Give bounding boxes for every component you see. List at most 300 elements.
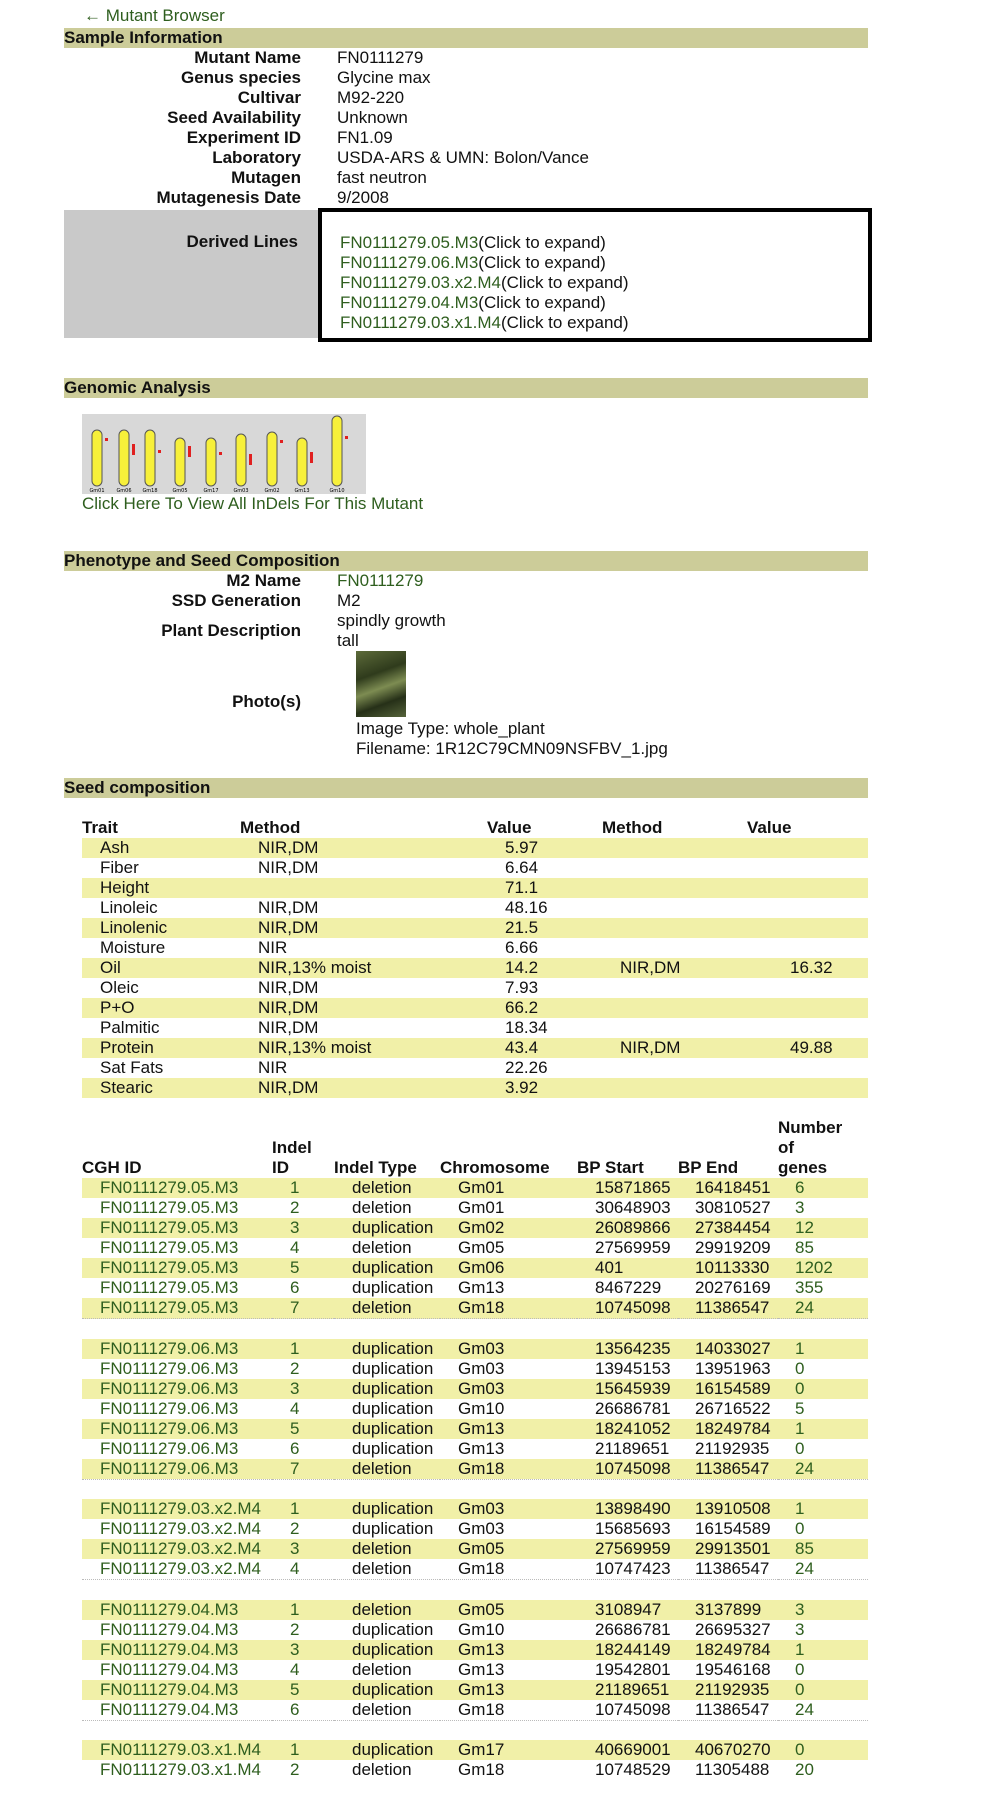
indel-id-column-header <box>272 1118 334 1178</box>
mutant-browser-back-link[interactable]: ← Mutant Browser <box>84 6 225 25</box>
bp-end-cell: 3137899 <box>695 1599 762 1619</box>
gene-count-link[interactable]: 0 <box>795 1679 805 1699</box>
indel-id-cell: 2 <box>290 1358 300 1378</box>
cgh-id-link[interactable]: FN0111279.03.x2.M4 <box>100 1519 261 1538</box>
chromosome-cell: Gm10 <box>458 1619 505 1639</box>
cgh-id-link[interactable]: FN0111279.05.M3 <box>100 1198 239 1217</box>
bp-start-cell: 18244149 <box>595 1639 671 1659</box>
bp-start-cell: 10747423 <box>595 1559 671 1578</box>
indel-row <box>82 1258 868 1278</box>
indel-id-cell: 5 <box>290 1679 300 1699</box>
chromosome-bar <box>267 432 277 486</box>
method-cell: NIR <box>258 938 288 957</box>
indel-id-cell: 7 <box>290 1458 300 1478</box>
indel-row <box>82 1459 868 1480</box>
click-to-expand-hint: (Click to expand) <box>500 273 629 292</box>
value-2-cell <box>747 998 868 1018</box>
chromosome-bar <box>145 430 155 486</box>
bp-start-cell: 10745098 <box>595 1699 671 1719</box>
indel-row <box>82 1198 868 1218</box>
method-cell: NIR,DM <box>258 978 319 997</box>
ssd-generation-value: M2 <box>337 591 361 610</box>
chromosome-bar <box>119 430 129 486</box>
chromosome-cell: Gm03 <box>458 1358 505 1378</box>
click-to-expand-hint: (Click to expand) <box>478 233 606 252</box>
laboratory-value: USDA-ARS & UMN: Bolon/Vance <box>337 148 589 167</box>
trait-cell: Oleic <box>100 978 139 997</box>
indel-id-cell: 3 <box>290 1378 300 1398</box>
cgh-id-link[interactable]: FN0111279.04.M3 <box>100 1599 239 1619</box>
chromosome-cell: Gm18 <box>458 1760 505 1779</box>
chromosome-cell: Gm13 <box>458 1438 505 1458</box>
trait-cell: Moisture <box>100 938 166 957</box>
bp-start-cell: 10745098 <box>595 1298 671 1317</box>
bp-start-cell: 10748529 <box>595 1760 671 1779</box>
cgh-id-link[interactable]: FN0111279.06.M3 <box>100 1458 239 1478</box>
value-cell: 14.2 <box>505 958 539 977</box>
indel-row <box>82 1218 868 1238</box>
mutant-name-value: FN0111279 <box>337 48 424 67</box>
chromosome-column-header: Chromosome <box>440 1158 550 1177</box>
bp-start-cell: 40669001 <box>595 1740 671 1759</box>
indel-type-cell: deletion <box>352 1760 412 1779</box>
gene-count-link[interactable]: 3 <box>795 1198 805 1217</box>
trait-cell: Sat Fats <box>100 1058 164 1077</box>
chromosome-cell: Gm05 <box>458 1238 505 1257</box>
indel-id-cell: 2 <box>290 1198 300 1217</box>
bp-end-cell: 10113330 <box>695 1258 770 1277</box>
method-cell <box>240 878 487 898</box>
photos-label: Photo(s) <box>232 692 301 711</box>
derived-line-link[interactable]: FN0111279.04.M3 <box>340 293 479 312</box>
derived-line-link[interactable]: FN0111279.05.M3 <box>340 233 479 252</box>
derived-line-link[interactable]: FN0111279.06.M3 <box>340 253 479 272</box>
plant-photo-thumbnail[interactable] <box>356 651 406 717</box>
chromosome-label: Gm18 <box>142 488 158 494</box>
gene-count-link[interactable]: 6 <box>795 1178 805 1197</box>
derived-lines-label-cell <box>64 210 318 338</box>
method-2-cell <box>602 1018 747 1038</box>
chromosome-bar <box>297 438 307 486</box>
value-cell: 21.5 <box>505 918 539 937</box>
indel-id-cell: 5 <box>290 1418 300 1438</box>
chromosome-overview-svg <box>82 414 366 494</box>
indel-type-column-header: Indel Type <box>334 1158 417 1177</box>
cgh-id-link[interactable]: FN0111279.06.M3 <box>100 1398 239 1418</box>
seed-composition-row <box>82 1078 868 1098</box>
group-separator <box>82 1580 868 1600</box>
experiment-id-label: Experiment ID <box>186 128 301 147</box>
gene-count-link[interactable]: 0 <box>795 1378 805 1398</box>
gene-count-link[interactable]: 1 <box>795 1338 805 1358</box>
gene-count-link[interactable]: 1 <box>795 1499 805 1518</box>
cgh-id-link[interactable]: FN0111279.06.M3 <box>100 1378 239 1398</box>
trait-cell: Palmitic <box>100 1018 160 1037</box>
value-cell: 66.2 <box>505 998 539 1017</box>
chromosome-cell: Gm05 <box>458 1599 505 1619</box>
bp-start-column-header: BP Start <box>577 1158 644 1177</box>
trait-cell: Height <box>100 878 150 897</box>
method-2-cell: NIR,DM <box>620 958 681 977</box>
chromosome-bar <box>92 430 102 486</box>
group-separator <box>82 1319 868 1339</box>
gene-count-link[interactable]: 0 <box>795 1740 805 1759</box>
indel-row <box>82 1419 868 1439</box>
cgh-id-link[interactable]: FN0111279.04.M3 <box>100 1699 239 1719</box>
trait-cell: Oil <box>100 958 121 977</box>
derived-line-item[interactable] <box>340 273 629 293</box>
bp-start-cell: 19542801 <box>595 1659 671 1679</box>
phenotype-header: Phenotype and Seed Composition <box>64 551 868 571</box>
value-2-cell <box>747 938 868 958</box>
indel-type-cell: duplication <box>352 1358 434 1378</box>
seed-availability-label: Seed Availability <box>167 108 301 127</box>
indel-id-cell: 2 <box>290 1760 300 1779</box>
chromosome-cell: Gm03 <box>458 1519 505 1538</box>
chromosome-label: Gm01 <box>89 488 105 494</box>
bp-end-cell: 16154589 <box>695 1378 771 1398</box>
indel-id-cell: 5 <box>290 1258 300 1277</box>
sample-information-header: Sample Information <box>64 28 868 48</box>
method-cell: NIR,DM <box>258 838 319 857</box>
indel-id-cell: 4 <box>290 1238 300 1257</box>
indel-row <box>82 1700 868 1721</box>
cgh-id-link[interactable]: FN0111279.06.M3 <box>100 1438 239 1458</box>
indel-id-cell: 3 <box>290 1639 300 1659</box>
gene-count-link[interactable]: 24 <box>795 1699 814 1719</box>
chromosome-cell: Gm03 <box>458 1338 505 1358</box>
cultivar-value: M92-220 <box>337 88 405 107</box>
method-2-cell <box>602 858 747 878</box>
bp-end-cell: 30810527 <box>695 1198 771 1217</box>
trait-cell: Stearic <box>100 1078 153 1097</box>
indel-type-cell: duplication <box>352 1619 434 1639</box>
bp-end-cell: 11386547 <box>695 1699 770 1719</box>
indel-row <box>82 1278 868 1298</box>
value-2-cell <box>747 918 868 938</box>
group-separator <box>82 1720 868 1740</box>
cgh-indel-table <box>82 1118 868 1780</box>
chromosome-cell: Gm13 <box>458 1639 505 1659</box>
indel-row <box>82 1600 868 1620</box>
genes-header-line-1: Number <box>778 1118 843 1137</box>
indel-id-header-line-1: Indel <box>272 1138 312 1157</box>
bp-start-cell: 15871865 <box>595 1178 671 1197</box>
bp-end-cell: 11386547 <box>695 1458 770 1478</box>
indel-id-cell: 4 <box>290 1559 300 1578</box>
indel-type-cell: duplication <box>352 1398 434 1418</box>
value-cell: 18.34 <box>505 1018 548 1037</box>
laboratory-label: Laboratory <box>212 148 301 167</box>
indel-row <box>82 1740 868 1760</box>
gene-count-link[interactable]: 1 <box>795 1639 805 1659</box>
bp-end-cell: 29913501 <box>695 1539 771 1558</box>
value-2-cell <box>747 1058 868 1078</box>
indel-row <box>82 1238 868 1258</box>
seed-composition-row <box>82 1038 868 1058</box>
gene-count-link[interactable]: 5 <box>795 1398 805 1418</box>
bp-end-cell: 13910508 <box>695 1499 771 1518</box>
click-to-expand-hint: (Click to expand) <box>478 253 606 272</box>
chromosome-bar <box>175 438 185 486</box>
method-2-cell <box>602 938 747 958</box>
trait-cell: Linolenic <box>100 918 168 937</box>
derived-line-link[interactable]: FN0111279.03.x1.M4 <box>340 313 501 332</box>
m2-name-label: M2 Name <box>226 571 301 590</box>
method-cell: NIR,DM <box>258 998 319 1017</box>
trait-cell: Ash <box>100 838 130 857</box>
gene-count-link[interactable]: 85 <box>795 1539 814 1558</box>
seed-composition-row <box>82 878 868 898</box>
cgh-id-link[interactable]: FN0111279.05.M3 <box>100 1298 239 1317</box>
bp-end-column-header: BP End <box>678 1158 739 1177</box>
gene-count-link[interactable]: 0 <box>795 1438 805 1458</box>
indel-id-cell: 1 <box>290 1338 300 1358</box>
gene-count-link[interactable]: 355 <box>795 1278 824 1297</box>
indel-type-cell: deletion <box>352 1539 412 1558</box>
indel-id-cell: 7 <box>290 1298 300 1317</box>
chromosome-label: Gm17 <box>203 488 219 494</box>
photo-image-type: Image Type: whole_plant <box>356 719 545 738</box>
gene-count-link[interactable]: 3 <box>795 1619 805 1639</box>
bp-end-cell: 16154589 <box>695 1519 771 1538</box>
method-2-cell <box>602 918 747 938</box>
bp-end-cell: 11386547 <box>695 1559 770 1578</box>
cgh-id-link[interactable]: FN0111279.04.M3 <box>100 1619 239 1639</box>
indel-marker <box>105 438 108 441</box>
gene-count-link[interactable]: 1202 <box>795 1258 833 1277</box>
cultivar-label: Cultivar <box>237 88 301 107</box>
indel-marker <box>158 450 161 453</box>
bp-start-cell: 15685693 <box>595 1519 671 1538</box>
indel-type-cell: deletion <box>352 1178 412 1197</box>
value-2-cell: 16.32 <box>790 958 833 977</box>
genomic-analysis-header: Genomic Analysis <box>64 378 868 398</box>
plant-description-line-1: spindly growth <box>337 611 446 630</box>
bp-end-cell: 13951963 <box>695 1358 771 1378</box>
cgh-id-link[interactable]: FN0111279.04.M3 <box>100 1639 239 1659</box>
cgh-id-link[interactable]: FN0111279.06.M3 <box>100 1338 239 1358</box>
mutagen-value: fast neutron <box>337 168 427 187</box>
mutagen-label: Mutagen <box>231 168 301 187</box>
indel-row <box>82 1539 868 1559</box>
bp-start-cell: 10745098 <box>595 1458 671 1478</box>
plant-description-line-2: tall <box>337 631 359 650</box>
method-2-cell <box>602 998 747 1018</box>
cgh-id-link[interactable]: FN0111279.03.x1.M4 <box>100 1760 261 1779</box>
indel-type-cell: duplication <box>352 1258 434 1277</box>
derived-line-link[interactable]: FN0111279.03.x2.M4 <box>340 273 501 292</box>
seed-composition-row <box>82 858 868 878</box>
method-2-cell <box>602 1078 747 1098</box>
indel-type-cell: deletion <box>352 1238 412 1257</box>
method-cell: NIR,DM <box>258 1018 319 1037</box>
indel-row <box>82 1178 868 1198</box>
indel-type-cell: duplication <box>352 1418 434 1438</box>
bp-end-cell: 14033027 <box>695 1338 771 1358</box>
value-2-cell <box>747 1018 868 1038</box>
indel-row <box>82 1660 868 1680</box>
bp-start-cell: 13945153 <box>595 1358 671 1378</box>
bp-end-cell: 26695327 <box>695 1619 771 1639</box>
value-cell: 3.92 <box>505 1078 539 1097</box>
value-2-column-header: Value <box>747 818 792 837</box>
indel-type-cell: deletion <box>352 1659 412 1679</box>
value-2-cell <box>747 878 868 898</box>
gene-count-link[interactable]: 3 <box>795 1599 805 1619</box>
chromosome-cell: Gm13 <box>458 1418 505 1438</box>
seed-composition-row <box>82 1058 868 1078</box>
experiment-id-value: FN1.09 <box>337 128 393 147</box>
bp-start-cell: 15645939 <box>595 1378 671 1398</box>
bp-end-cell: 20276169 <box>695 1278 771 1297</box>
derived-lines-label: Derived Lines <box>186 232 298 251</box>
indel-type-cell: duplication <box>352 1278 434 1297</box>
indel-id-cell: 6 <box>290 1699 300 1719</box>
cgh-id-link[interactable]: FN0111279.03.x1.M4 <box>100 1740 261 1759</box>
m2-name-link[interactable]: FN0111279 <box>337 571 424 590</box>
gene-count-link[interactable]: 24 <box>795 1559 814 1578</box>
seed-composition-row <box>82 1018 868 1038</box>
indel-type-cell: deletion <box>352 1458 412 1478</box>
chromosome-overview-image[interactable] <box>82 414 366 494</box>
gene-count-link[interactable]: 20 <box>795 1760 814 1779</box>
indel-marker <box>249 454 252 465</box>
gene-count-link[interactable]: 0 <box>795 1358 805 1378</box>
group-separator-line <box>82 1720 868 1740</box>
indel-type-cell: duplication <box>352 1740 434 1759</box>
group-separator-line <box>82 1319 868 1339</box>
method-2-cell <box>602 898 747 918</box>
cgh-id-link[interactable]: FN0111279.06.M3 <box>100 1358 239 1378</box>
derived-line-item[interactable] <box>340 253 606 273</box>
bp-start-cell: 18241052 <box>595 1418 671 1438</box>
derived-line-item[interactable] <box>340 313 629 333</box>
cgh-id-link[interactable]: FN0111279.05.M3 <box>100 1218 239 1237</box>
cgh-id-link[interactable]: FN0111279.04.M3 <box>100 1679 239 1699</box>
indel-row <box>82 1298 868 1319</box>
indel-type-cell: deletion <box>352 1599 412 1619</box>
chromosome-cell: Gm13 <box>458 1278 505 1297</box>
derived-line-item[interactable] <box>340 293 606 313</box>
method-cell: NIR,DM <box>258 858 319 877</box>
seed-composition-header: Seed composition <box>64 778 868 798</box>
group-separator <box>82 1479 868 1499</box>
bp-start-cell: 26686781 <box>595 1398 671 1418</box>
gene-count-link[interactable]: 0 <box>795 1659 805 1679</box>
indel-type-cell: duplication <box>352 1639 434 1659</box>
indel-type-cell: duplication <box>352 1499 434 1518</box>
gene-count-link[interactable]: 24 <box>795 1458 814 1478</box>
bp-start-cell: 30648903 <box>595 1198 671 1217</box>
bp-end-cell: 16418451 <box>695 1178 771 1197</box>
chromosome-cell: Gm03 <box>458 1378 505 1398</box>
value-cell: 71.1 <box>505 878 539 897</box>
mutant-name-label: Mutant Name <box>194 48 301 67</box>
cgh-id-link[interactable]: FN0111279.05.M3 <box>100 1178 239 1197</box>
gene-count-link[interactable]: 85 <box>795 1238 814 1257</box>
cgh-id-link[interactable]: FN0111279.03.x2.M4 <box>100 1499 261 1518</box>
bp-start-cell: 27569959 <box>595 1539 671 1558</box>
chromosome-bar <box>332 416 342 486</box>
seed-composition-row <box>82 958 868 978</box>
chromosome-cell: Gm05 <box>458 1539 505 1558</box>
cgh-id-link[interactable]: FN0111279.05.M3 <box>100 1258 239 1277</box>
indel-id-cell: 4 <box>290 1398 300 1418</box>
gene-count-link[interactable]: 1 <box>795 1418 805 1438</box>
chromosome-cell: Gm01 <box>458 1178 505 1197</box>
seed-composition-table <box>82 816 868 1098</box>
gene-count-link[interactable]: 12 <box>795 1218 814 1237</box>
seed-availability-value: Unknown <box>337 108 408 127</box>
bp-start-cell: 26089866 <box>595 1218 671 1237</box>
cgh-id-link[interactable]: FN0111279.04.M3 <box>100 1659 239 1679</box>
indel-id-cell: 1 <box>290 1178 300 1197</box>
genes-header-line-2: of <box>778 1138 795 1157</box>
indel-type-cell: deletion <box>352 1198 412 1217</box>
seed-composition-row <box>82 838 868 858</box>
value-2-cell: 49.88 <box>790 1038 833 1057</box>
bp-end-cell: 26716522 <box>695 1398 771 1418</box>
method-2-cell: NIR,DM <box>620 1038 681 1057</box>
value-2-cell <box>747 978 868 998</box>
method-2-cell <box>602 978 747 998</box>
bp-start-cell: 3108947 <box>595 1599 662 1619</box>
indel-id-cell: 4 <box>290 1659 300 1679</box>
chromosome-cell: Gm01 <box>458 1198 505 1217</box>
bp-start-cell: 401 <box>595 1258 624 1277</box>
plant-description-label: Plant Description <box>161 621 301 640</box>
cgh-id-link[interactable]: FN0111279.05.M3 <box>100 1238 239 1257</box>
chromosome-cell: Gm17 <box>458 1740 505 1759</box>
indel-id-cell: 3 <box>290 1218 300 1237</box>
indel-type-cell: deletion <box>352 1559 412 1578</box>
trait-cell: Protein <box>100 1038 154 1057</box>
cgh-id-link[interactable]: FN0111279.05.M3 <box>100 1278 239 1297</box>
indel-marker <box>345 436 348 439</box>
seed-composition-row <box>82 998 868 1018</box>
indel-row <box>82 1499 868 1519</box>
bp-end-cell: 21192935 <box>695 1679 770 1699</box>
indel-type-cell: deletion <box>352 1699 412 1719</box>
view-all-indels-link[interactable]: Click Here To View All InDels For This Mutant <box>82 494 424 513</box>
cgh-id-link[interactable]: FN0111279.03.x2.M4 <box>100 1539 261 1558</box>
bp-start-cell: 13564235 <box>595 1338 671 1358</box>
cgh-id-column-header: CGH ID <box>82 1158 142 1177</box>
indel-row <box>82 1760 868 1780</box>
gene-count-link[interactable]: 0 <box>795 1519 805 1538</box>
gene-count-link[interactable]: 24 <box>795 1298 814 1317</box>
indel-marker <box>310 452 313 463</box>
cgh-id-link[interactable]: FN0111279.06.M3 <box>100 1418 239 1438</box>
value-2-cell <box>747 858 868 878</box>
indel-row <box>82 1559 868 1580</box>
chromosome-label: Gm03 <box>233 488 249 494</box>
trait-column-header: Trait <box>82 818 118 837</box>
indel-marker <box>219 452 222 455</box>
chromosome-label: Gm05 <box>172 488 188 494</box>
derived-line-item[interactable] <box>340 233 606 253</box>
indel-id-cell: 2 <box>290 1619 300 1639</box>
indel-row <box>82 1379 868 1399</box>
bp-end-cell: 11305488 <box>695 1760 770 1779</box>
indel-id-cell: 6 <box>290 1278 300 1297</box>
ssd-generation-label: SSD Generation <box>171 591 301 610</box>
group-separator-line <box>82 1580 868 1600</box>
seed-composition-row <box>82 918 868 938</box>
cgh-id-link[interactable]: FN0111279.03.x2.M4 <box>100 1559 261 1578</box>
seed-composition-row <box>82 938 868 958</box>
